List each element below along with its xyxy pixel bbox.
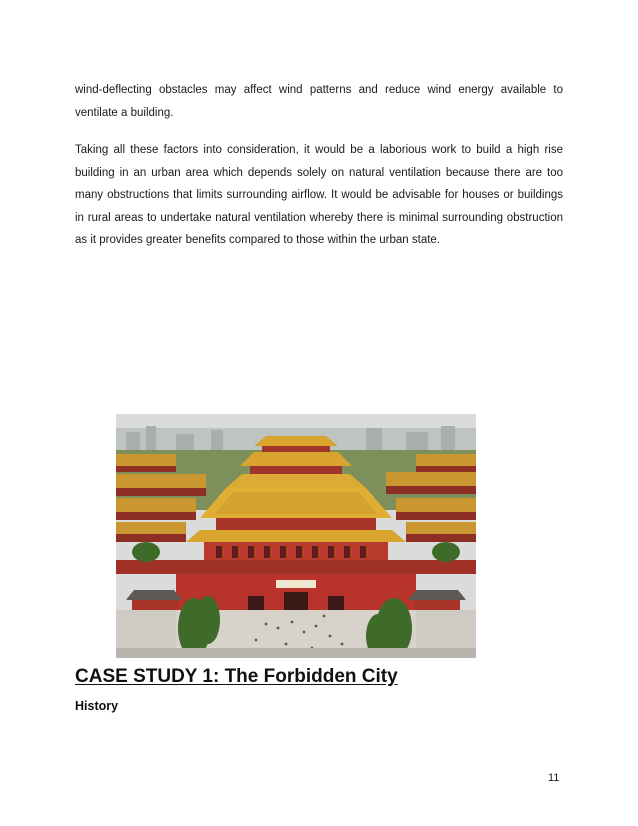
body-paragraph-1: wind-deflecting obstacles may affect wind patterns and reduce wind energy available to ventilate a building. [75, 84, 563, 119]
case-study-title: CASE STUDY 1: The Forbidden City [75, 666, 398, 687]
forbidden-city-photo [116, 414, 476, 658]
body-paragraph-2: Taking all these factors into consideration, it would be a laborious work to build a high rise building in an urban area which depends solely on natural ventilation because there are too many obstructions that limits surrounding airflow. It would be advisable for houses or buildings in rural areas to undertake natural ventilation whereby there is minimal surrounding obstruction as it provides greater benefits compared to those within the urban state. [75, 144, 563, 246]
page-number: 11 [548, 772, 560, 784]
history-subheading: History [75, 699, 119, 713]
